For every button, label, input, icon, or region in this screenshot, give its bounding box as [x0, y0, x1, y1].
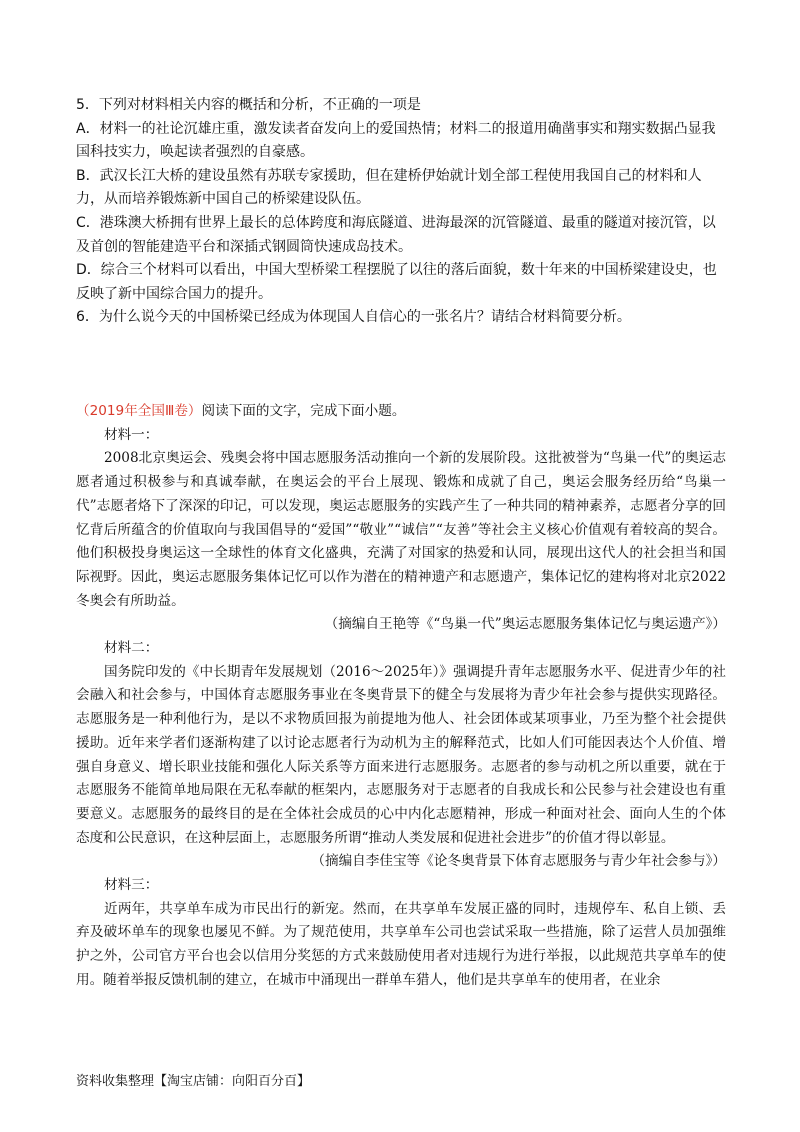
reading-section [76, 400, 726, 993]
reading-instruction: 阅读下面的文字，完成下面小题。 [201, 403, 406, 419]
material-1-heading: 材料一： [104, 426, 159, 443]
reading-intro-line [76, 400, 726, 424]
material-2-body: 国务院印发的《中长期青年发展规划（2016～2025年）》强调提升青年志愿服务水平、促进青少年的社会融入和社会参与，中国体育志愿服务事业在冬奥背景下的健全与发展将为青少年社会参与提供实现路径。志愿服务是一种利他行为，是以不求物质回报为前提地为他人、社会团体或某项事业，乃至为整个社会提供援助。近年来学者们逐渐构建了以讨论志愿者行为动机为主的解释范式，比如人们可能因表达个人价值、增强自身意义、增长职业技能和强化人际关系等方面来进行志愿服务。志愿者的参与动机之所以重要，就在于志愿服务不能简单地局限在无私奉献的框架内，志愿服务对于志愿者的自我成长和公民参与社会建设也有重要意义。志愿服务的最终目的是在全体社会成员的心中内化志愿精神，形成一种面对社会、面向人生的个体态度和公民意识，在这种层面上，志愿服务所谓“推动人类发展和促进社会进步”的价值才得以彰显。 [76, 663, 726, 846]
question-5-stem: 5．下列对材料相关内容的概括和分析，不正确的一项是 [76, 97, 421, 113]
exam-source-tag: （2019年全国Ⅲ卷） [76, 403, 202, 419]
material-2-heading: 材料二： [104, 640, 159, 657]
option-a: A．材料一的社论沉雄庄重，激发读者奋发向上的爱国热情；材料二的报道用确凿事实和翔实数据凸显我国科技实力，唤起读者强烈的自豪感。 [76, 120, 716, 161]
material-1-source: （摘编自王艳等《“鸟巢一代”奥运志愿服务集体记忆与奥运遗产》） [324, 616, 726, 633]
option-d: D．综合三个材料可以看出，中国大型桥梁工程摆脱了以往的落后面貌，数十年来的中国桥梁建设史，也反映了新中国综合国力的提升。 [76, 262, 717, 302]
material-1-body: 2008北京奥运会、残奥会将中国志愿服务活动推向一个新的发展阶段。这批被誉为“鸟巢一代”的奥运志愿者通过积极参与和真诚奉献，在奥运会的平台上展现、锻炼和成就了自己，奥运会服务经历给“鸟巢一代”志愿者烙下了深深的印记，可以发现，奥运志愿服务的实践产生了一种共同的精神素养，志愿者分享的回忆背后所蕴含的价值取向与我国倡导的“爱国”“敬业”“诚信”“友善”等社会主义核心价值观有着较高的契合。他们积极投身奥运这一全球性的体育文化盛典，充满了对国家的热爱和认同，展现出这代人的社会担当和国际视野。因此，奥运志愿服务集体记忆可以作为潜在的精神遗产和志愿遗产，集体记忆的建构将对北京2022冬奥会有所助益。 [76, 450, 726, 609]
material-2-source: （摘编自李佳宝等《论冬奥背景下体育志愿服务与青少年社会参与》） [311, 853, 726, 870]
option-b: B．武汉长江大桥的建设虽然有苏联专家援助，但在建桥伊始就计划全部工程使用我国自己的材料和人力，从而培养锻炼新中国自己的桥梁建设队伍。 [76, 167, 702, 208]
question-section [76, 94, 726, 330]
material-3-heading: 材料三： [104, 877, 159, 894]
page-footer: 资料收集整理【淘宝店铺：向阳百分百】 [76, 1074, 311, 1089]
material-3-body: 近两年，共享单车成为市民出行的新宠。然而，在共享单车发展正盛的同时，违规停车、私自上锁、丢弃及破坏单车的现象也屡见不鲜。为了规范使用，共享单车公司也尝试采取一些措施，除了运营人员加强维护之外，公司官方平台也会以信用分奖惩的方式来鼓励使用者对违规行为进行举报，以此规范共享单车的使用。随着举报反馈机制的建立，在城市中涌现出一群单车猎人，他们是共享单车的使用者，在业余 [76, 900, 726, 988]
option-c: C．港珠澳大桥拥有世界上最长的总体跨度和海底隧道、进海最深的沉管隧道、最重的隧道对接沉管，以及首创的智能建造平台和深插式钢圆筒快速成岛技术。 [76, 214, 716, 255]
question-6-stem: 6．为什么说今天的中国桥梁已经成为体现国人自信心的一张名片？请结合材料简要分析。 [76, 309, 631, 326]
